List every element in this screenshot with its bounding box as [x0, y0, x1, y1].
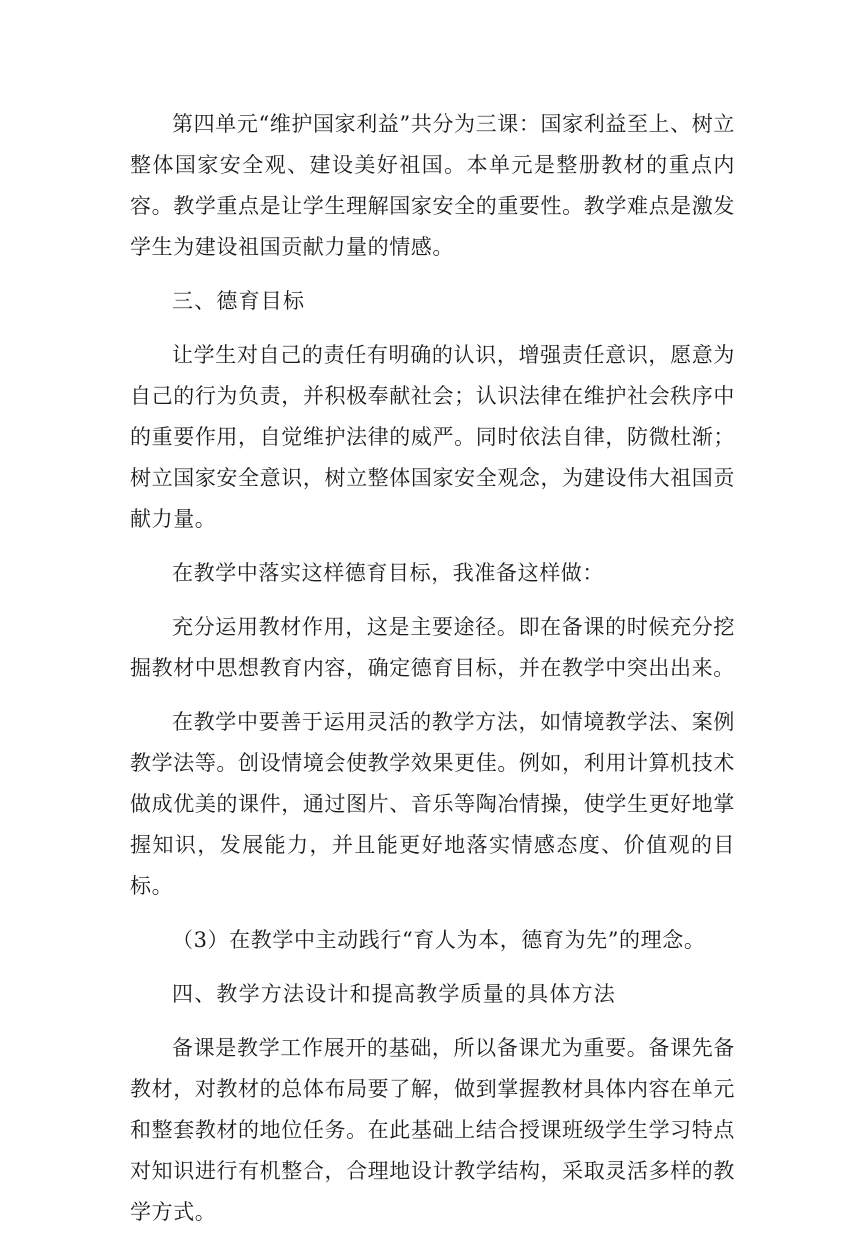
paragraph-lesson-preparation: 备课是教学工作展开的基础，所以备课尤为重要。备课先备教材，对教材的总体布局要了解，做到掌握教材具体内容在单元和整套教材的地位任务。在此基础上结合授课班级学生学习特点对知识进行有机整合，合理地设计教学结构，采取灵活多样的教学方式。 — [130, 1036, 735, 1224]
paragraph-use-textbook: 充分运用教材作用，这是主要途径。即在备课的时候充分挖掘教材中思想教育内容，确定德育目标，并在教学中突出出来。 — [130, 615, 735, 680]
section-heading-moral-goals: 三、德育目标 — [172, 289, 306, 313]
section-heading-teaching-methods: 四、教学方法设计和提高教学质量的具体方法 — [172, 982, 616, 1006]
paragraph-teaching-methods: 在教学中要善于运用灵活的教学方法，如情境教学法、案例教学法等。创设情境会使教学效果更佳。例如，利用计算机技术做成优美的课件，通过图片、音乐等陶冶情操，使学生更好地掌握知识，发展能力，并且能更好地落实情感态度、价值观的目标。 — [130, 710, 735, 898]
paragraph-implementation-intro: 在教学中落实这样德育目标，我准备这样做： — [172, 561, 604, 585]
paragraph-moral-goals: 让学生对自己的责任有明确的认识，增强责任意识，愿意为自己的行为负责，并积极奉献社会；认识法律在维护社会秩序中的重要作用，自觉维护法律的威严。同时依法自律，防微杜渐；树立国家安全意识，树立整体国家安全观念，为建设伟大祖国贡献力量。 — [130, 343, 735, 531]
paragraph-item-3: （3）在教学中主动践行“育人为本，德育为先”的理念。 — [172, 928, 706, 952]
document-body — [130, 104, 735, 1246]
paragraph-unit-four: 第四单元“维护国家利益”共分为三课：国家利益至上、树立整体国家安全观、建设美好祖国。本单元是整册教材的重点内容。教学重点是让学生理解国家安全的重要性。教学难点是激发学生为建设祖国贡献力量的情感。 — [130, 112, 735, 259]
